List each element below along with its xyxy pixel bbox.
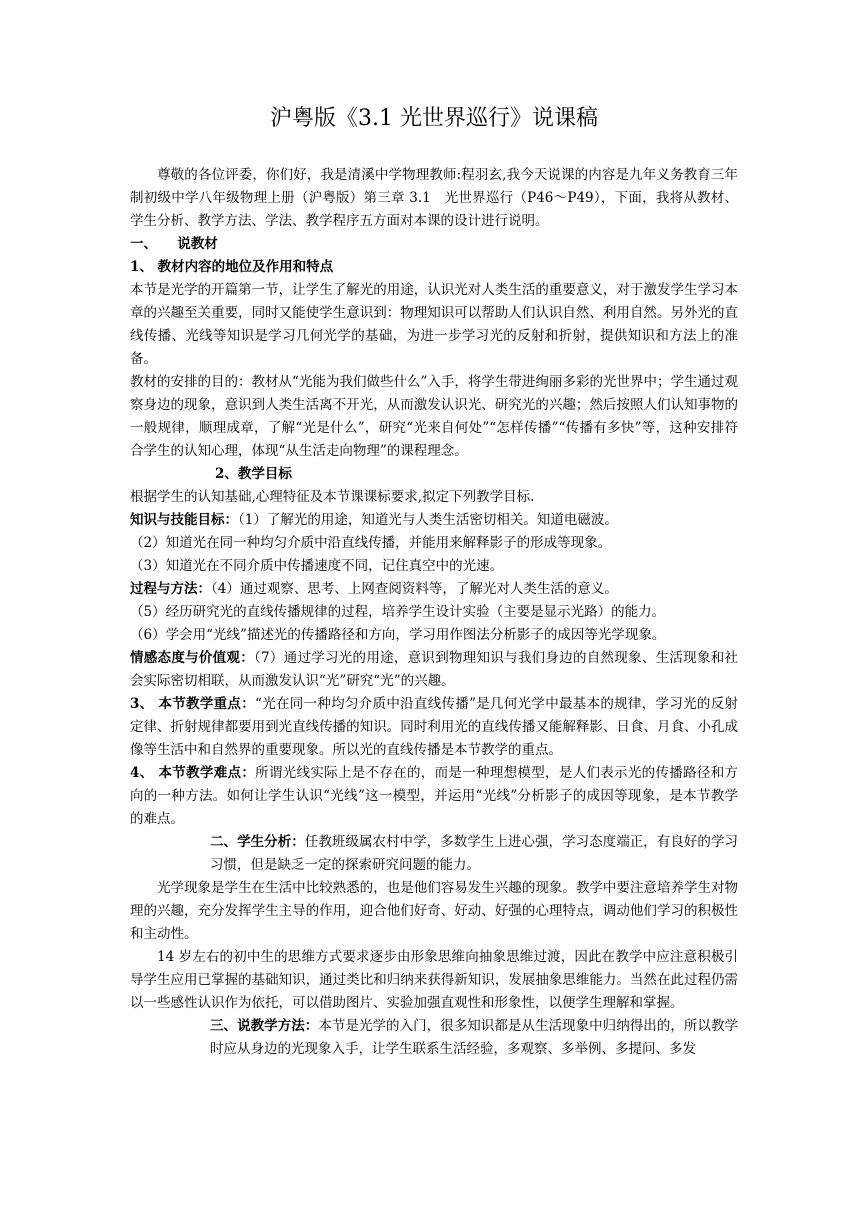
goal-6: （6）学会用“光线”描述光的传播路径和方向，学习用作图法分析影子的成因等光学现象。 <box>130 627 666 643</box>
goal-3: （3）知道光在不同介质中传播速度不同，记住真空中的光速。 <box>130 558 504 574</box>
subsection-1-heading <box>130 256 738 279</box>
subsection-2-heading-text: 2、教学目标 <box>215 466 292 482</box>
goal-process-method <box>130 578 738 601</box>
section-2-label: 二、学生分析： <box>210 834 305 850</box>
goal-4-text: （4）通过观察、思考、上网查阅资料等，了解光对人类生活的意义。 <box>211 581 618 597</box>
subsection-1-heading-text: 1、 教材内容的地位及作用和特点 <box>130 259 334 275</box>
section-3-label: 三、说教学方法： <box>210 1018 319 1034</box>
paragraph-thinking-mode: 14 岁左右的初中生的思维方式要求逐步由形象思维向抽象思维过渡，因此在教学中应注意积极引导学生应用已掌握的基础知识，通过类比和归纳来获得新知识，发展抽象思维能力。当然在此过程仍需以一些感性认识作为依托，可以借助图片、实验加强直观性和形象性，以便学生理解和掌握。 <box>130 949 738 1011</box>
paragraph-role-of-content: 本节是光学的开篇第一节，让学生了解光的用途，认识光对人类生活的重要意义，对于激发学生学习本章的兴趣至关重要，同时又能使学生意识到：物理知识可以帮助人们认识自然、利用自然。另外光的直线传播、光线等知识是学习几何光学的基础，为进一步学习光的反射和折射，提供知识和方法上的准备。 <box>130 282 738 367</box>
paragraph-optics-interest: 光学现象是学生在生活中比较熟悉的，也是他们容易发生兴趣的现象。教学中要注意培养学生对物理的兴趣，充分发挥学生主导的作用，迎合他们好奇、好动、好强的心理特点，调动他们学习的积极性和主动性。 <box>130 880 738 942</box>
goal-process-method-label: 过程与方法： <box>130 581 211 597</box>
goal-knowledge-skills <box>130 509 738 532</box>
paragraph-goals-intro: 根据学生的认知基础,心理特征及本节课课标要求,拟定下列教学目标. <box>130 489 535 505</box>
teaching-key-point-text: “光在同一种均匀介质中沿直线传播”是几何光学中最基本的规律，学习光的反射定律、折射规律都要用到光直线传播的知识。同时利用光的直线传播又能解释影、日食、月食、小孔成像等生活中和自然界的重要现象。所以光的直线传播是本节教学的重点。 <box>130 696 739 758</box>
teaching-difficulty-text: 所谓光线实际上是不存在的，而是一种理想模型，是人们表示光的传播路径和方向的一种方法。如何让学生认识“光线”这一模型，并运用“光线”分析影子的成因等现象，是本节教学的难点。 <box>130 765 738 827</box>
section-1-heading <box>130 233 738 256</box>
subsection-2-heading <box>130 463 738 486</box>
section-3-text: 本节是光学的入门，很多知识都是从生活现象中归纳得出的，所以教学时应从身边的光现象入手，让学生联系生活经验，多观察、多举例、多提问、多发 <box>210 1018 739 1057</box>
goal-emotion-values <box>130 647 738 693</box>
goal-knowledge-skills-label: 知识与技能目标： <box>130 512 238 528</box>
goal-emotion-values-label: 情感态度与价值观： <box>130 650 254 666</box>
section-2-text: 任教班级属农村中学，多数学生上进心强，学习态度端正，有良好的学习习惯，但是缺乏一定的探索研究问题的能力。 <box>210 834 739 873</box>
section-3-teaching-method <box>130 1015 738 1061</box>
section-2-student-analysis <box>130 831 738 877</box>
teaching-key-point <box>130 693 738 762</box>
goal-7-text: （7）通过学习光的用途，意识到物理知识与我们身边的自然现象、生活现象和社会实际密切相联，从而激发认识“光”研究“光”的兴趣。 <box>130 650 739 689</box>
document-title: 沪粤版《3.1 光世界巡行》说课稿 <box>270 106 598 131</box>
section-1-heading-text: 一、 说教材 <box>130 236 218 252</box>
teaching-difficulty <box>130 762 738 831</box>
goal-1-text: （1）了解光的用途，知道光与人类生活密切相关。知道电磁波。 <box>238 512 618 528</box>
paragraph-arrangement: 教材的安排的目的：教材从“光能为我们做些什么”入手，将学生带进绚丽多彩的光世界中；学生通过观察身边的现象，意识到人类生活离不开光，从而激发认识光、研究光的兴趣；然后按照人们认知事物的一般规律，顺理成章，了解“光是什么”，研究“光来自何处”“怎样传播”“传播有多快”等，这种安排符合学生的认知心理，体现“从生活走向物理”的课程理念。 <box>130 374 738 459</box>
goal-2: （2）知道光在同一种均匀介质中沿直线传播，并能用来解释影子的形成等现象。 <box>130 535 612 551</box>
goal-5: （5）经历研究光的直线传播规律的过程，培养学生设计实验（主要是显示光路）的能力。 <box>130 604 666 620</box>
teaching-key-point-label: 3、 本节教学重点： <box>130 696 256 712</box>
intro-paragraph: 尊敬的各位评委，你们好，我是清溪中学物理教师:程羽玄,我今天说课的内容是九年义务教育三年制初级中学八年级物理上册（沪粤版）第三章 3.1 光世界巡行（P46～P49），下面，我将从教材、学生分析、教学方法、学法、教学程序五方面对本课的设计进行说明。 <box>130 167 738 229</box>
teaching-difficulty-label: 4、 本节教学难点： <box>130 765 256 781</box>
